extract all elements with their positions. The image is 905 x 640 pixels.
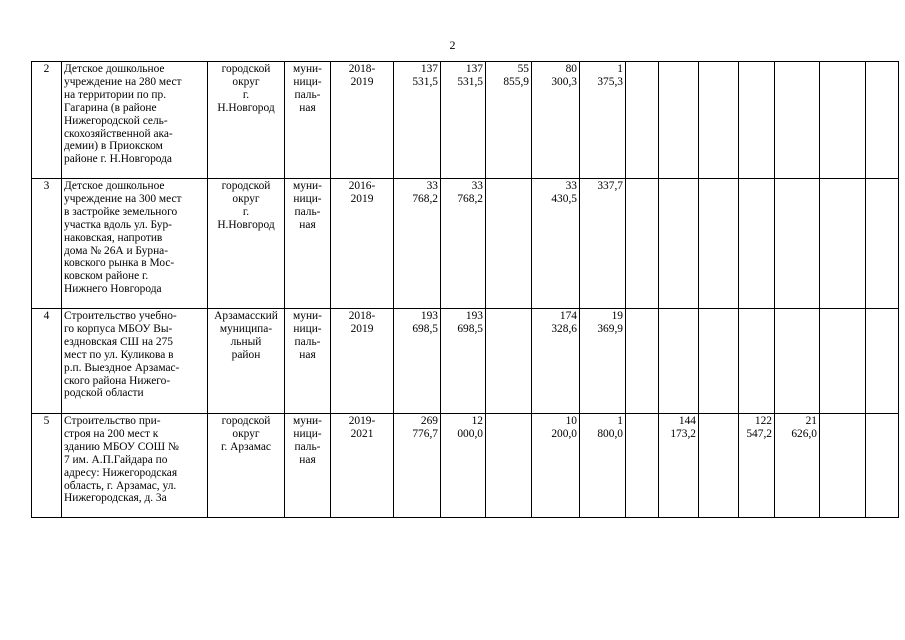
cell-line: муни- <box>293 310 322 322</box>
cell-line: 55 <box>517 63 529 75</box>
value-cell-8 <box>699 179 739 309</box>
cell-line: го корпуса МБОУ Вы- <box>64 322 173 335</box>
cell-line: Детское дошкольное <box>64 63 165 75</box>
cell-line: учреждение на 300 мест <box>64 192 182 205</box>
cell-line: ная <box>299 101 316 114</box>
cell-line: ная <box>299 218 316 231</box>
value-cell-6 <box>626 414 659 518</box>
value-cell-2 <box>441 179 486 309</box>
cell-line: ского района Нижего- <box>64 374 171 387</box>
municipality-cell <box>208 309 285 414</box>
cell-line: 2 <box>43 63 50 75</box>
cell-line: 12 <box>471 415 483 427</box>
cell-line: Нижнего Новгорода <box>64 283 162 296</box>
value-cell-3 <box>486 414 532 518</box>
cell-line: 3 <box>43 180 50 192</box>
cell-line: 7 им. А.П.Гайдара по <box>64 453 168 466</box>
cell-line: зданию МБОУ СОШ № <box>64 440 179 453</box>
cell-line: 33 <box>471 180 483 192</box>
cell-line: паль- <box>294 440 321 453</box>
value-cell-11 <box>820 62 866 179</box>
cell-line: 33 <box>426 180 438 192</box>
value-cell-7 <box>659 309 699 414</box>
cell-line: 174 <box>559 310 577 322</box>
value-cell-5 <box>580 62 626 179</box>
cell-line: 2018- <box>348 63 376 75</box>
cell-line: Строительство учебно- <box>64 310 177 322</box>
cell-line: 2019 <box>350 322 374 335</box>
value-cell-9 <box>739 179 775 309</box>
value-cell-9 <box>739 309 775 414</box>
cell-line: муниципа- <box>219 322 273 335</box>
cell-line: городской <box>221 63 271 75</box>
cell-line: Гагарина (в районе <box>64 101 157 114</box>
cell-line: 531,5 <box>457 75 483 88</box>
value-cell-5 <box>580 414 626 518</box>
value-cell-4 <box>532 62 580 179</box>
cell-line: 776,7 <box>412 427 438 440</box>
cell-line: городской <box>221 180 271 192</box>
cell-line: учреждение на 280 мест <box>64 75 182 88</box>
value-cell-10 <box>775 62 820 179</box>
cell-line: ная <box>299 348 316 361</box>
cell-line: городской <box>221 415 271 427</box>
ownership-cell <box>285 309 331 414</box>
cell-line: 122 <box>754 415 772 427</box>
ownership-cell <box>285 414 331 518</box>
cell-line: муни- <box>293 63 322 75</box>
cell-line: 2016- <box>348 180 376 192</box>
cell-line: 430,5 <box>551 192 577 205</box>
cell-line: область, г. Арзамас, ул. <box>64 479 177 492</box>
cell-line: 193 <box>420 310 438 322</box>
cell-line: ковском районе г. <box>64 270 149 283</box>
cell-line: 10 <box>565 415 577 427</box>
cell-line: муни- <box>293 180 322 192</box>
cell-line: 144 <box>678 415 696 427</box>
value-cell-3 <box>486 309 532 414</box>
period-cell <box>331 62 394 179</box>
cell-line: 000,0 <box>457 427 483 440</box>
cell-line: г. <box>242 205 250 218</box>
value-cell-3 <box>486 179 532 309</box>
cell-line: ници- <box>293 322 322 335</box>
value-cell-4 <box>532 179 580 309</box>
cell-line: район <box>231 348 261 361</box>
period-cell <box>331 309 394 414</box>
row-number-cell <box>32 414 62 518</box>
cell-line: Детское дошкольное <box>64 180 165 192</box>
cell-line: 2021 <box>350 427 374 440</box>
value-cell-4 <box>532 309 580 414</box>
object-name-cell <box>62 414 208 518</box>
value-cell-6 <box>626 62 659 179</box>
cell-line: 1 <box>617 63 623 75</box>
cell-line: Строительство при- <box>64 415 161 427</box>
value-cell-8 <box>699 62 739 179</box>
value-cell-4 <box>532 414 580 518</box>
cell-line: строя на 200 мест к <box>64 427 159 440</box>
value-cell-1 <box>394 62 441 179</box>
cell-line: участка вдоль ул. Бур- <box>64 218 172 231</box>
construction-objects-table <box>31 61 899 518</box>
value-cell-10 <box>775 414 820 518</box>
cell-line: Нижегородской сель- <box>64 114 168 127</box>
value-cell-1 <box>394 309 441 414</box>
value-cell-12 <box>866 62 899 179</box>
value-cell-9 <box>739 62 775 179</box>
cell-line: демии) в Приокском <box>64 140 163 153</box>
cell-line: 193 <box>465 310 483 322</box>
cell-line: 531,5 <box>412 75 438 88</box>
cell-line: 4 <box>43 310 50 322</box>
value-cell-11 <box>820 414 866 518</box>
cell-line: 328,6 <box>551 322 577 335</box>
cell-line: г. <box>242 88 250 101</box>
cell-line: 33 <box>565 180 577 192</box>
cell-line: 698,5 <box>412 322 438 335</box>
municipality-cell <box>208 62 285 179</box>
cell-line: 300,3 <box>551 75 577 88</box>
value-cell-2 <box>441 62 486 179</box>
table-row <box>32 309 899 414</box>
cell-line: в застройке земельного <box>64 205 178 218</box>
cell-line: Н.Новгород <box>217 218 275 231</box>
value-cell-12 <box>866 179 899 309</box>
cell-line: паль- <box>294 335 321 348</box>
value-cell-5 <box>580 179 626 309</box>
period-cell <box>331 179 394 309</box>
value-cell-6 <box>626 179 659 309</box>
cell-line: 137 <box>420 63 438 75</box>
value-cell-5 <box>580 309 626 414</box>
cell-line: г. Арзамас <box>221 440 271 453</box>
cell-line: адресу: Нижегородская <box>64 466 178 479</box>
value-cell-6 <box>626 309 659 414</box>
value-cell-12 <box>866 309 899 414</box>
table-row <box>32 179 899 309</box>
cell-line: округ <box>232 427 260 440</box>
value-cell-1 <box>394 414 441 518</box>
row-number-cell <box>32 179 62 309</box>
cell-line: ковского рынка в Мос- <box>64 257 175 270</box>
ownership-cell <box>285 62 331 179</box>
cell-line: муни- <box>293 415 322 427</box>
cell-line: паль- <box>294 205 321 218</box>
cell-line: мест по ул. Куликова в <box>64 348 174 361</box>
cell-line: 768,2 <box>412 192 438 205</box>
value-cell-1 <box>394 179 441 309</box>
value-cell-10 <box>775 179 820 309</box>
cell-line: наковская, напротив <box>64 231 163 244</box>
cell-line: Арзамасский <box>214 310 278 322</box>
cell-line: 269 <box>420 415 438 427</box>
municipality-cell <box>208 179 285 309</box>
cell-line: округ <box>232 192 260 205</box>
value-cell-11 <box>820 309 866 414</box>
cell-line: 2019 <box>350 192 374 205</box>
cell-line: Н.Новгород <box>217 101 275 114</box>
cell-line: 626,0 <box>791 427 817 440</box>
cell-line: 173,2 <box>670 427 696 440</box>
value-cell-8 <box>699 414 739 518</box>
object-name-cell <box>62 309 208 414</box>
municipality-cell <box>208 414 285 518</box>
cell-line: р.п. Выездное Арзамас- <box>64 361 180 374</box>
value-cell-2 <box>441 309 486 414</box>
cell-line: 80 <box>565 63 577 75</box>
cell-line: дома № 26А и Бурна- <box>64 244 169 257</box>
cell-line: районе г. Н.Новгорода <box>64 153 172 166</box>
value-cell-7 <box>659 62 699 179</box>
cell-line: 1 <box>617 415 623 427</box>
cell-line: округ <box>232 75 260 88</box>
cell-line: 800,0 <box>597 427 623 440</box>
cell-line: 19 <box>611 310 623 322</box>
value-cell-8 <box>699 309 739 414</box>
value-cell-12 <box>866 414 899 518</box>
value-cell-7 <box>659 414 699 518</box>
cell-line: 200,0 <box>551 427 577 440</box>
cell-line: ездновская СШ на 275 <box>64 335 173 348</box>
page-number: 2 <box>449 38 456 52</box>
cell-line: ници- <box>293 75 322 88</box>
cell-line: 2019 <box>350 75 374 88</box>
cell-line: 21 <box>805 415 817 427</box>
cell-line: 137 <box>465 63 483 75</box>
table-row <box>32 62 899 179</box>
object-name-cell <box>62 179 208 309</box>
cell-line: 337,7 <box>597 180 623 192</box>
period-cell <box>331 414 394 518</box>
cell-line: 375,3 <box>597 75 623 88</box>
value-cell-2 <box>441 414 486 518</box>
row-number-cell <box>32 309 62 414</box>
value-cell-7 <box>659 179 699 309</box>
cell-line: родской области <box>64 387 144 400</box>
value-cell-10 <box>775 309 820 414</box>
cell-line: скохозяйственной ака- <box>64 127 173 140</box>
cell-line: 5 <box>43 415 50 427</box>
cell-line: ници- <box>293 192 322 205</box>
cell-line: льный <box>230 335 262 348</box>
cell-line: ная <box>299 453 316 466</box>
ownership-cell <box>285 179 331 309</box>
value-cell-11 <box>820 179 866 309</box>
table-row <box>32 414 899 518</box>
value-cell-3 <box>486 62 532 179</box>
cell-line: 2018- <box>348 310 376 322</box>
cell-line: 2019- <box>348 415 376 427</box>
cell-line: 768,2 <box>457 192 483 205</box>
cell-line: 855,9 <box>503 75 529 88</box>
cell-line: паль- <box>294 88 321 101</box>
object-name-cell <box>62 62 208 179</box>
cell-line: 547,2 <box>746 427 772 440</box>
cell-line: Нижегородская, д. 3а <box>64 492 167 505</box>
cell-line: ници- <box>293 427 322 440</box>
row-number-cell <box>32 62 62 179</box>
cell-line: на территории по пр. <box>64 88 167 101</box>
cell-line: 369,9 <box>597 322 623 335</box>
value-cell-9 <box>739 414 775 518</box>
cell-line: 698,5 <box>457 322 483 335</box>
